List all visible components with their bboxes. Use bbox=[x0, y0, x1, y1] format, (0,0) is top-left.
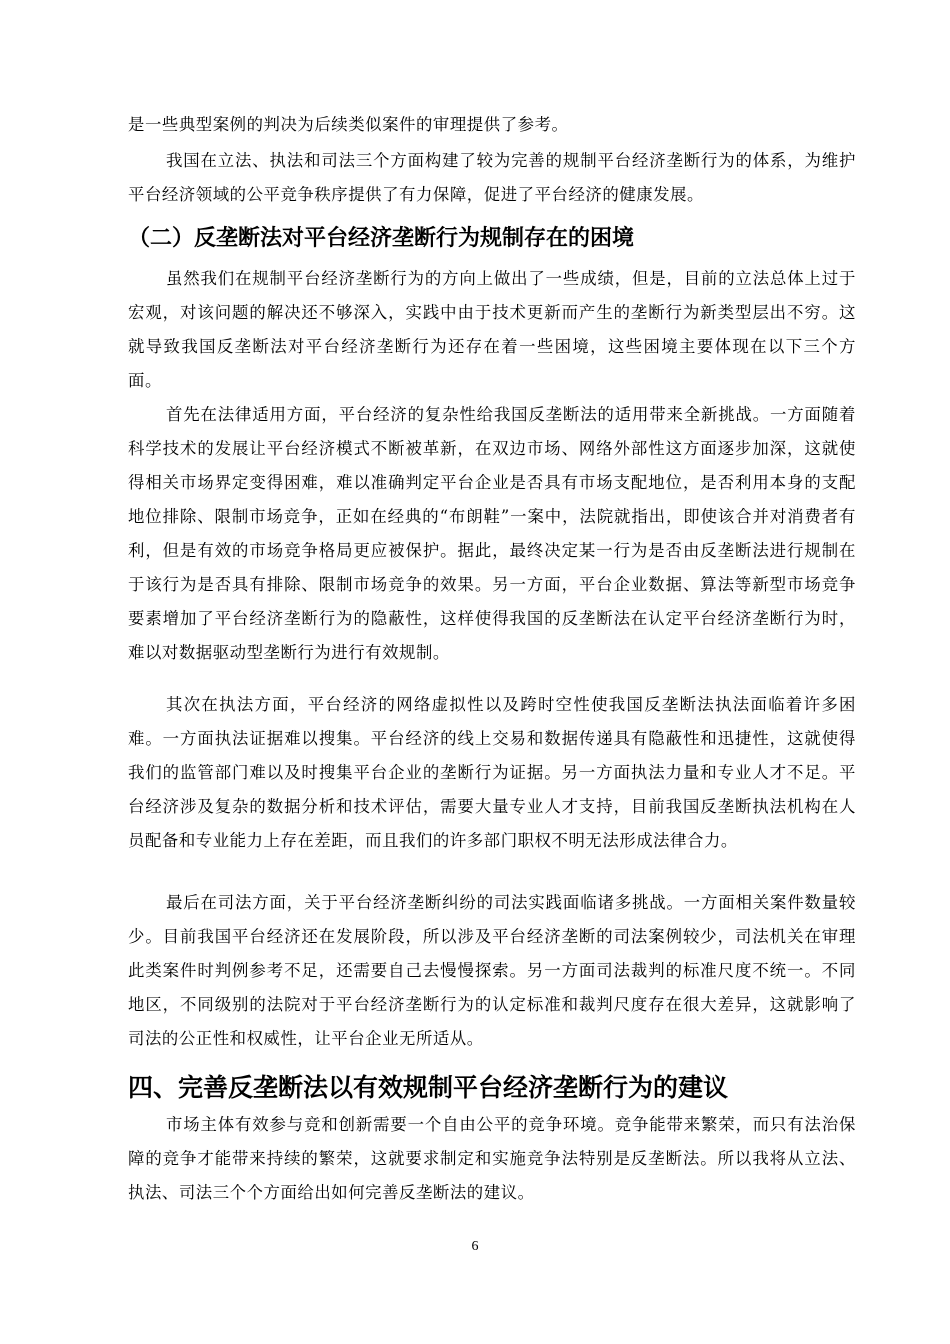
paragraph-judicial: 最后在司法方面，关于平台经济垄断纠纷的司法实践面临诸多挑战。一方面相关案件数量较少。目前我国平台经济还在发展阶段，所以涉及平台经济垄断的司法案例较少，司法机关在审理此类案件时判例参考不足，还需要自己去慢慢探索。另一方面司法裁判的标准尺度不统一。不同地区，不同级别的法院对于平台经济垄断行为的认定标准和裁判尺度存在很大差异，这就影响了司法的公正性和权威性，让平台企业无所适从。 bbox=[128, 893, 856, 1048]
paragraph-difficulties-intro: 虽然我们在规制平台经济垄断行为的方向上做出了一些成绩，但是，目前的立法总体上过于宏观，对该问题的解决还不够深入，实践中由于技术更新而产生的垄断行为新类型层出不穷。这就导致我国反垄断法对平台经济垄断行为还存在着一些困境，这些困境主要体现在以下三个方面。 bbox=[128, 269, 856, 390]
paragraph-suggestions-intro: 市场主体有效参与竞和创新需要一个自由公平的竞争环境。竞争能带来繁荣，而只有法治保障的竞争才能带来持续的繁荣，这就要求制定和实施竞争法特别是反垄断法。所以我将从立法、执法、司法三个个方面给出如何完善反垄断法的建议。 bbox=[128, 1115, 856, 1202]
page-number: 6 bbox=[471, 1239, 479, 1254]
chapter-heading-suggestions: 四、完善反垄断法以有效规制平台经济垄断行为的建议 bbox=[128, 1073, 729, 1102]
section-heading-difficulties: （二）反垄断法对平台经济垄断行为规制存在的困境 bbox=[128, 226, 635, 251]
paragraph-continuation: 是一些典型案例的判决为后续类似案件的审理提供了参考。 bbox=[128, 115, 569, 134]
paragraph-legal-system-summary: 我国在立法、执法和司法三个方面构建了较为完善的规制平台经济垄断行为的体系，为维护平台经济领域的公平竞争秩序提供了有力保障，促进了平台经济的健康发展。 bbox=[128, 151, 856, 204]
paragraph-law-application: 首先在法律适用方面，平台经济的复杂性给我国反垄断法的适用带来全新挑战。一方面随着科学技术的发展让平台经济模式不断被革新，在双边市场、网络外部性这方面逐步加深，这就使得相关市场界定变得困难，难以准确判定平台企业是否具有市场支配地位，是否利用本身的支配地位排除、限制市场竞争，正如在经典的“布朗鞋”一案中，法院就指出，即使该合并对消费者有利，但是有效的市场竞争格局更应被保护。据此，最终决定某一行为是否由反垄断法进行规制在于该行为是否具有排除、限制市场竞争的效果。另一方面，平台企业数据、算法等新型市场竞争要素增加了平台经济垄断行为的隐蔽性，这样使得我国的反垄断法在认定平台经济垄断行为时，难以对数据驱动型垄断行为进行有效规制。 bbox=[128, 405, 856, 662]
paragraph-law-enforcement: 其次在执法方面，平台经济的网络虚拟性以及跨时空性使我国反垄断法执法面临着许多困难。一方面执法证据难以搜集。平台经济的线上交易和数据传递具有隐蔽性和迅捷性，这就使得我们的监管部门难以及时搜集平台企业的垄断行为证据。另一方面执法力量和专业人才不足。平台经济涉及复杂的数据分析和技术评估，需要大量专业人才支持，目前我国反垄断执法机构在人员配备和专业能力上存在差距，而且我们的许多部门职权不明无法形成法律合力。 bbox=[128, 695, 856, 850]
